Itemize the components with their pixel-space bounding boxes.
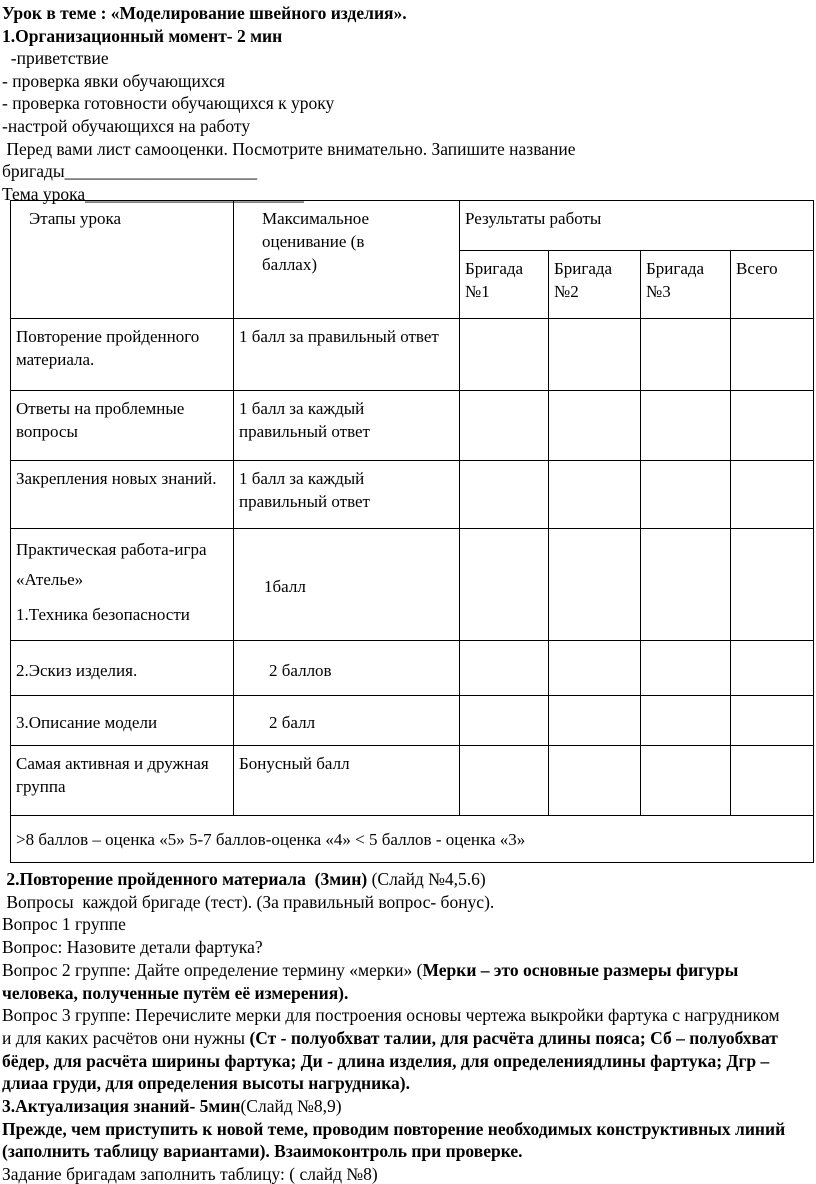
table-row (11, 641, 814, 696)
stage-cell: Ответы на проблемные вопросы (11, 391, 234, 461)
paragraph: Задание бригадам заполнить таблицу: ( слайд №8) (2, 1164, 378, 1184)
stage-cell: Самая активная и дружная группа (11, 746, 234, 816)
score-cell[interactable] (641, 746, 731, 816)
header-results: Результаты работы (460, 201, 814, 251)
max-score-cell: 1 балл за каждый правильный ответ (234, 461, 460, 529)
table-row (11, 461, 814, 529)
table-row (11, 391, 814, 461)
score-cell[interactable] (549, 461, 641, 529)
section-2-heading: 2.Повторение пройденного материала (3мин) (2, 869, 368, 889)
score-cell[interactable] (731, 746, 814, 816)
grading-scale: >8 баллов – оценка «5» 5-7 баллов-оценка «4» < 5 баллов - оценка «3» (11, 816, 814, 863)
table-row (11, 529, 814, 641)
score-cell[interactable] (460, 746, 549, 816)
brigade-label: бригады (2, 161, 65, 182)
paragraph: Вопрос 1 группе (2, 914, 126, 935)
header-brigade-3: Бригада №3 (641, 251, 731, 319)
section-1-heading: 1.Организационный момент- 2 мин (2, 25, 283, 46)
list-item: -настрой обучающихся на работу (2, 115, 251, 136)
lesson-body (2, 868, 814, 1184)
header-stage: Этапы урока (11, 201, 234, 319)
stage-cell: 3.Описание модели (11, 696, 234, 746)
score-cell[interactable] (641, 529, 731, 641)
score-cell[interactable] (641, 461, 731, 529)
score-cell[interactable] (460, 529, 549, 641)
score-cell[interactable] (460, 696, 549, 746)
score-cell[interactable] (731, 696, 814, 746)
topic-blank[interactable]: _________________________ (85, 183, 304, 204)
topic-label: Тема урока (2, 183, 86, 204)
list-item: - проверка готовности обучающихся к уроку (2, 93, 335, 114)
score-cell[interactable] (460, 461, 549, 529)
stage-cell: Повторение пройденного материала. (11, 319, 234, 391)
answer-3: (Ст - полуобхват талии, для расчёта длины пояса; Сб – полуобхват бёдер, для расчёта ширины фартука; Ди - длина изделия, для определениядлины фартука; Дгр – длиаа груди, для определения высоты нагрудника). (2, 1027, 778, 1094)
stage-cell: Практическая работа-игра «Ателье» 1.Техника безопасности (11, 529, 234, 641)
score-cell[interactable] (549, 746, 641, 816)
max-score-cell: 1 балл за каждый правильный ответ (234, 391, 460, 461)
score-cell[interactable] (549, 696, 641, 746)
lesson-header (2, 2, 576, 205)
score-cell[interactable] (641, 696, 731, 746)
section-3-heading: 3.Актуализация знаний- 5мин (2, 1096, 241, 1117)
score-cell[interactable] (549, 641, 641, 696)
header-brigade-1: Бригада №1 (460, 251, 549, 319)
score-cell[interactable] (641, 641, 731, 696)
table-row (11, 696, 814, 746)
lesson-title: Урок в теме : «Моделирование швейного изделия». (2, 3, 407, 23)
score-cell[interactable] (641, 319, 731, 391)
question-3: Вопрос 3 группе: Перечислите мерки для построения основы чертежа выкройки фартука с нагрудником и для каких расчётов они нужны (2, 1005, 780, 1048)
paragraph-bold: Прежде, чем приступить к новой теме, проводим повторение необходимых конструктивных линий (заполнить таблицу вариантами). Взаимоконтроль при проверке. (2, 1118, 786, 1162)
header-max-score: Максимальное оценивание (в баллах) (234, 201, 460, 319)
paragraph: Вопрос: Назовите детали фартука? (2, 937, 263, 958)
intro-text: Перед вами лист самооценки. Посмотрите внимательно. Запишите название (2, 138, 576, 159)
score-cell[interactable] (549, 391, 641, 461)
section-2-slides: (Слайд №4,5.6) (367, 869, 486, 889)
header-brigade-2: Бригада №2 (549, 251, 641, 319)
header-total: Всего (731, 251, 814, 319)
max-score-cell: 1балл (234, 529, 460, 641)
self-assessment-table (10, 200, 814, 863)
table-row (11, 746, 814, 816)
score-cell[interactable] (731, 461, 814, 529)
stage-cell: 2.Эскиз изделия. (11, 641, 234, 696)
answer-2: Мерки – это основные размеры фигуры человека, полученные путём её измерения). (2, 959, 739, 1003)
score-cell[interactable] (549, 529, 641, 641)
score-cell[interactable] (731, 641, 814, 696)
brigade-blank[interactable]: ______________________ (64, 161, 258, 182)
section-3-slides: (Слайд №8,9) (240, 1096, 342, 1117)
score-cell[interactable] (549, 319, 641, 391)
max-score-cell: 1 балл за правильный ответ (234, 319, 460, 391)
max-score-cell: Бонусный балл (234, 746, 460, 816)
list-item: - проверка явки обучающихся (2, 70, 225, 91)
score-cell[interactable] (460, 319, 549, 391)
score-cell[interactable] (460, 391, 549, 461)
score-cell[interactable] (731, 319, 814, 391)
score-cell[interactable] (460, 641, 549, 696)
score-cell[interactable] (731, 391, 814, 461)
score-cell[interactable] (641, 391, 731, 461)
max-score-cell: 2 балл (234, 696, 460, 746)
score-cell[interactable] (731, 529, 814, 641)
question-2: Вопрос 2 группе: Дайте определение термину «мерки» ( (2, 959, 423, 980)
paragraph: Вопросы каждой бригаде (тест). (За правильный вопрос- бонус). (2, 891, 495, 912)
max-score-cell: 2 баллов (234, 641, 460, 696)
table-row (11, 319, 814, 391)
list-item: -приветствие (2, 48, 109, 69)
stage-cell: Закрепления новых знаний. (11, 461, 234, 529)
